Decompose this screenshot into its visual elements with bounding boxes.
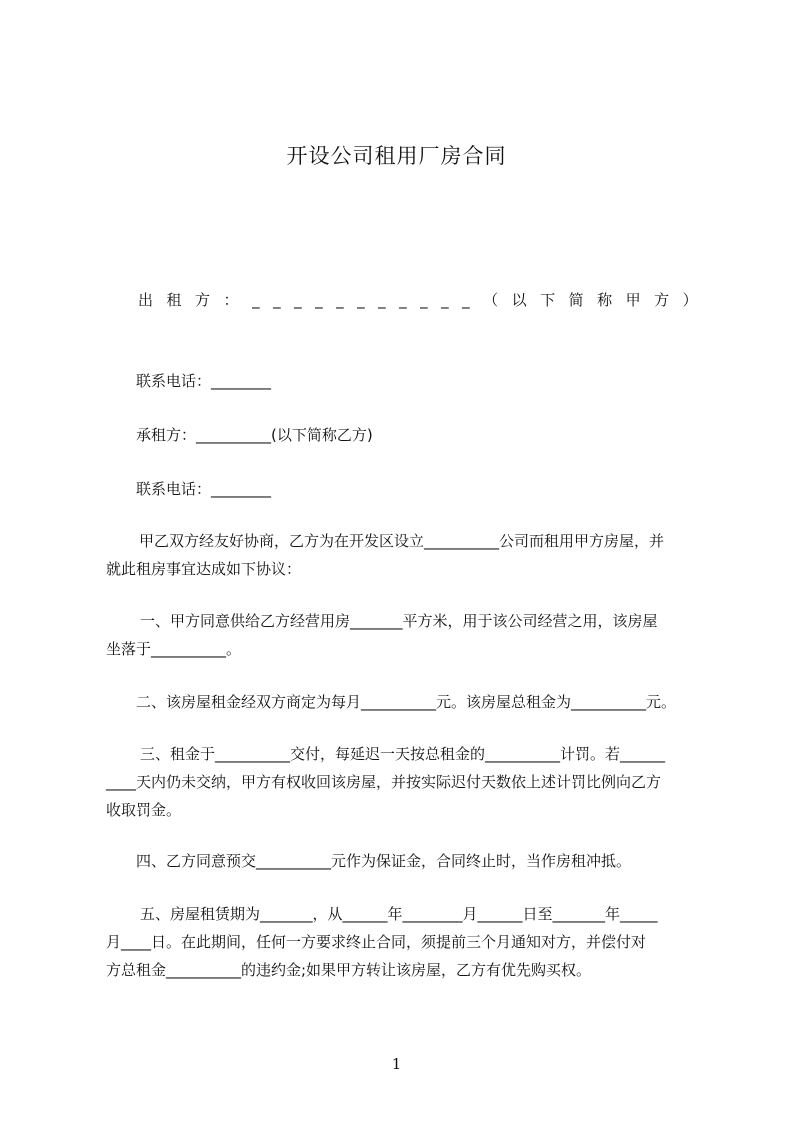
lessor-char: 出 [138, 291, 154, 309]
lessor-char: 简 [568, 291, 584, 309]
clause-1-line-2: 坐落于__________。 [106, 640, 242, 658]
lessor-char: _ [378, 291, 386, 309]
lessor-char: ： [223, 291, 239, 309]
lessor-char: 方 [654, 291, 670, 309]
lessor-char: 甲 [625, 291, 641, 309]
page-number: 1 [391, 1055, 402, 1073]
lessor-char: _ [420, 291, 428, 309]
clause-3-line-1: 三、租金于__________交付，每延迟一天按总租金的__________计罚。若______ [140, 745, 666, 763]
lessor-char: _ [252, 291, 260, 309]
lessor-char: （ [483, 291, 499, 309]
lessor-char: _ [441, 291, 449, 309]
lessor-char: 租 [166, 291, 182, 309]
lessor-char: _ [294, 291, 302, 309]
lessee-phone: 联系电话：________ [136, 480, 272, 498]
lessor-char: _ [273, 291, 281, 309]
lessor-char: _ [336, 291, 344, 309]
document-title: 开设公司租用厂房合同 [286, 144, 507, 168]
clause-5-line-2: 月____日。在此期间，任何一方要求终止合同，须提前三个月通知对方，并偿付对 [106, 933, 647, 951]
lessor-line [138, 286, 698, 314]
lessor-phone: 联系电话：________ [136, 372, 272, 390]
clause-5-line-1: 五、房屋租赁期为_______，从______年________月______日至_______年_____ [140, 905, 658, 923]
lessor-char: 方 [195, 291, 211, 309]
clause-3-line-2: ____天内仍未交纳，甲方有权收回该房屋，并按实际迟付天数依上述计罚比例向乙方 [106, 773, 662, 791]
intro-line-2: 就此租房事宜达成如下协议： [106, 560, 302, 578]
clause-1-line-1: 一、甲方同意供给乙方经营用房_______平方米，用于该公司经营之用，该房屋 [140, 612, 658, 630]
lessor-char: _ [399, 291, 407, 309]
lessor-char: 下 [540, 291, 556, 309]
lessee-line: 承租方：__________(以下简称乙方) [136, 426, 373, 444]
clause-2-line-1: 二、该房屋租金经双方商定为每月__________元。该房屋总租金为__________元。 [136, 693, 677, 711]
lessor-char: _ [315, 291, 323, 309]
lessor-char: ） [682, 291, 698, 309]
clause-5-line-3: 方总租金__________的违约金;如果甲方转让该房屋，乙方有优先购买权。 [106, 961, 592, 979]
lessor-char: _ [357, 291, 365, 309]
clause-4-line-1: 四、乙方同意预交__________元作为保证金，合同终止时，当作房租冲抵。 [136, 852, 632, 870]
lessor-char: 以 [511, 291, 527, 309]
clause-3-line-3: 收取罚金。 [106, 801, 182, 819]
lessor-char: _ [462, 291, 470, 309]
intro-line-1: 甲乙双方经友好协商，乙方为在开发区设立__________公司而租用甲方房屋，并 [139, 532, 665, 550]
lessor-char: 称 [597, 291, 613, 309]
